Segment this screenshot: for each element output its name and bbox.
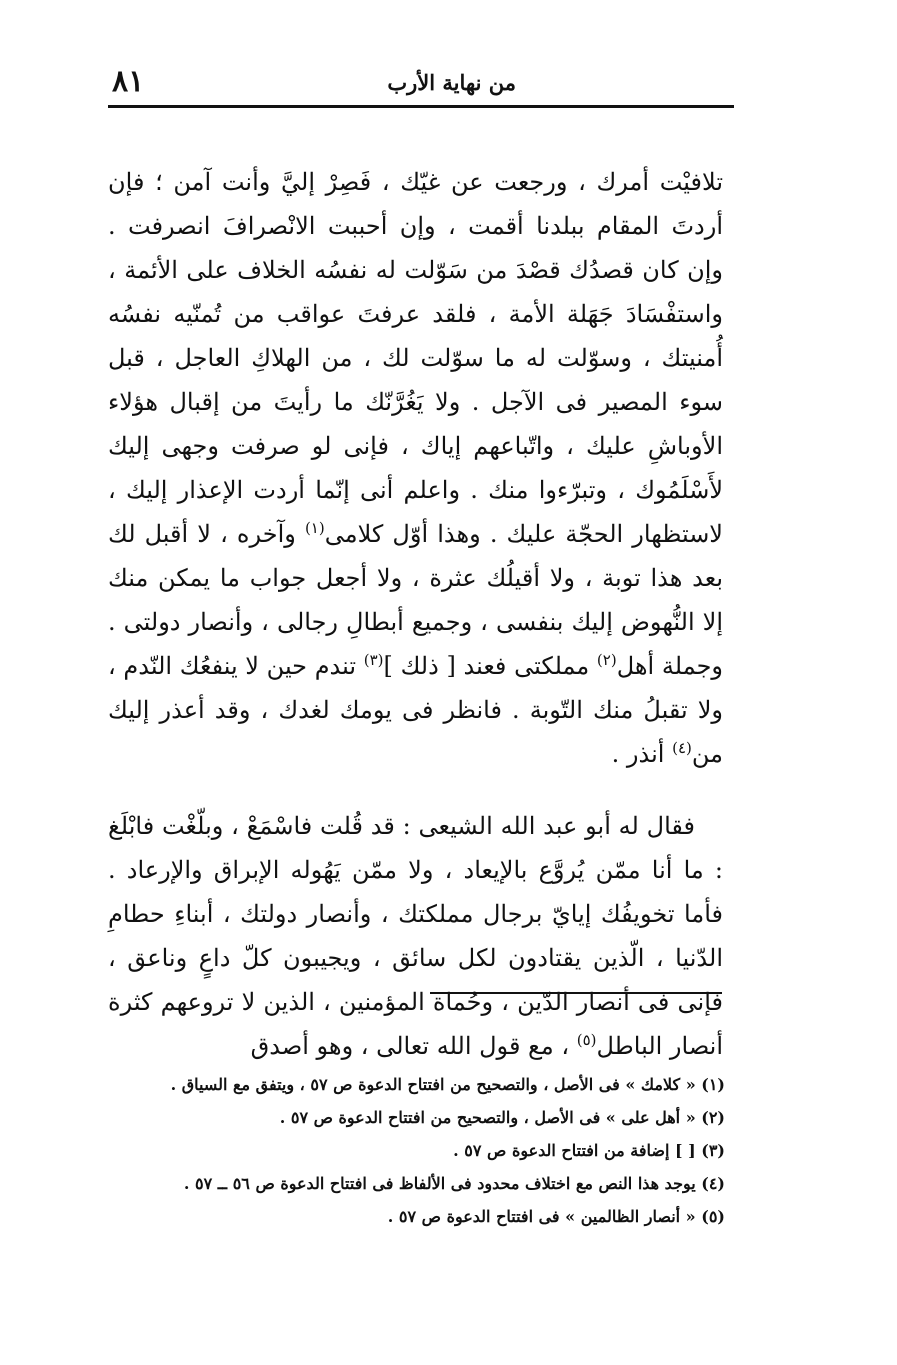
footnote-marker-5: (٥) [576,1031,597,1049]
footnote-rule [430,992,722,994]
text-run: ، مع قول الله تعالى ، وهو أصدق [250,1032,577,1060]
header-rule [108,105,734,108]
running-title: من نهاية الأرب [387,70,516,95]
page-header [108,60,734,102]
paragraph [108,804,723,1068]
paragraph [108,160,723,776]
footnote-1: (١) « كلامك » فى الأصل ، والتصحيح من افتتاح الدعوة ص ٥٧ ، ويتفق مع السياق . [170,1075,725,1094]
main-text [108,160,723,1068]
footnote-4: (٤) يوجد هذا النص مع اختلاف محدود فى الألفاظ فى افتتاح الدعوة ص ٥٦ ــ ٥٧ . [183,1174,725,1193]
text-run: تلافيْت أمرك ، ورجعت عن غيّك ، فَصِرْ إليَّ وأنت آمن ؛ فإن أردتَ المقام ببلدنا أقمت ، وإن أحببت الانْصرافَ انصرفت . وإن كان قصدُك قصْدَ من سَوّلت له نفسُه الخلاف على الأئمة ، واستفْسَادَ جَهَلة الأمة ، فلقد عرفتَ عواقب من تُمنّيه نفسُه أُمنيتك ، وسوّلت له ما سوّلت لك ، من الهلاكِ العاجل ، قبل سوء المصير فى الآجل . ولا يَغُرَّنّك ما رأيتَ من إقبال هؤلاء الأوباشِ عليك ، واتّباعهم إياك ، فإنى لو صرفت وجهى إليك لأَسْلَمُوك ، وتبرّءوا منك . واعلم أنى إنّما أردت الإعذار إليك ، لاستظهار الحجّة عليك . وهذا أوّل كلامى [108,168,723,548]
footnote-marker-1: (١) [304,519,325,537]
footnote-marker-2: (٢) [596,651,617,669]
footnote-marker-4: (٤) [672,739,692,757]
footnote-marker-3: (٣) [363,651,384,669]
footnote-5: (٥) « أنصار الظالمين » فى افتتاح الدعوة ص ٥٧ . [387,1207,725,1226]
text-run: وآخره ، لا أقبل لك بعد هذا توبة ، ولا أقيلُك عثرة ، ولا أجعل جواب ما يمكن منك إلا النُّهوض إليك بنفسى ، وجميع أبطالِ رجالى ، وأنصار دولتى . وجملة أهل [108,520,723,680]
footnotes [150,1068,725,1233]
text-run: أنذر . [611,740,673,768]
page-number: ٨١ [112,64,145,99]
footnote-2: (٢) « أهل على » فى الأصل ، والتصحيح من افتتاح الدعوة ص ٥٧ . [279,1108,725,1127]
text-run: تندم حين لا ينفعُك النّدم ، ولا تقبلُ منك التّوبة . فانظر فى يومك لغدك ، وقد أعذر إليك من [108,652,723,768]
text-run: مملكتى فعند [ ذلك ] [383,652,597,680]
footnote-3: (٣) [ ] إضافة من افتتاح الدعوة ص ٥٧ . [453,1141,725,1160]
text-run: فقال له أبو عبد الله الشيعى : قد قُلت فاسْمَعْ ، وبلّغْت فابْلَغ : ما أنا ممّن يُروَّع بالإيعاد ، ولا ممّن يَهُوله الإبراق والإرعاد . فأما تخويفُك إيايّ برجال مملكتك ، وأنصار دولتك ، أبناءِ حطامِ الدّنيا ، الّذين يقتادون لكل سائق ، ويجيبون كلّ داعٍ وناعق ، فإنى فى أنصار الدّين ، وحُماة المؤمنين ، الذين لا تروعهم كثرة أنصار الباطل [108,812,724,1060]
